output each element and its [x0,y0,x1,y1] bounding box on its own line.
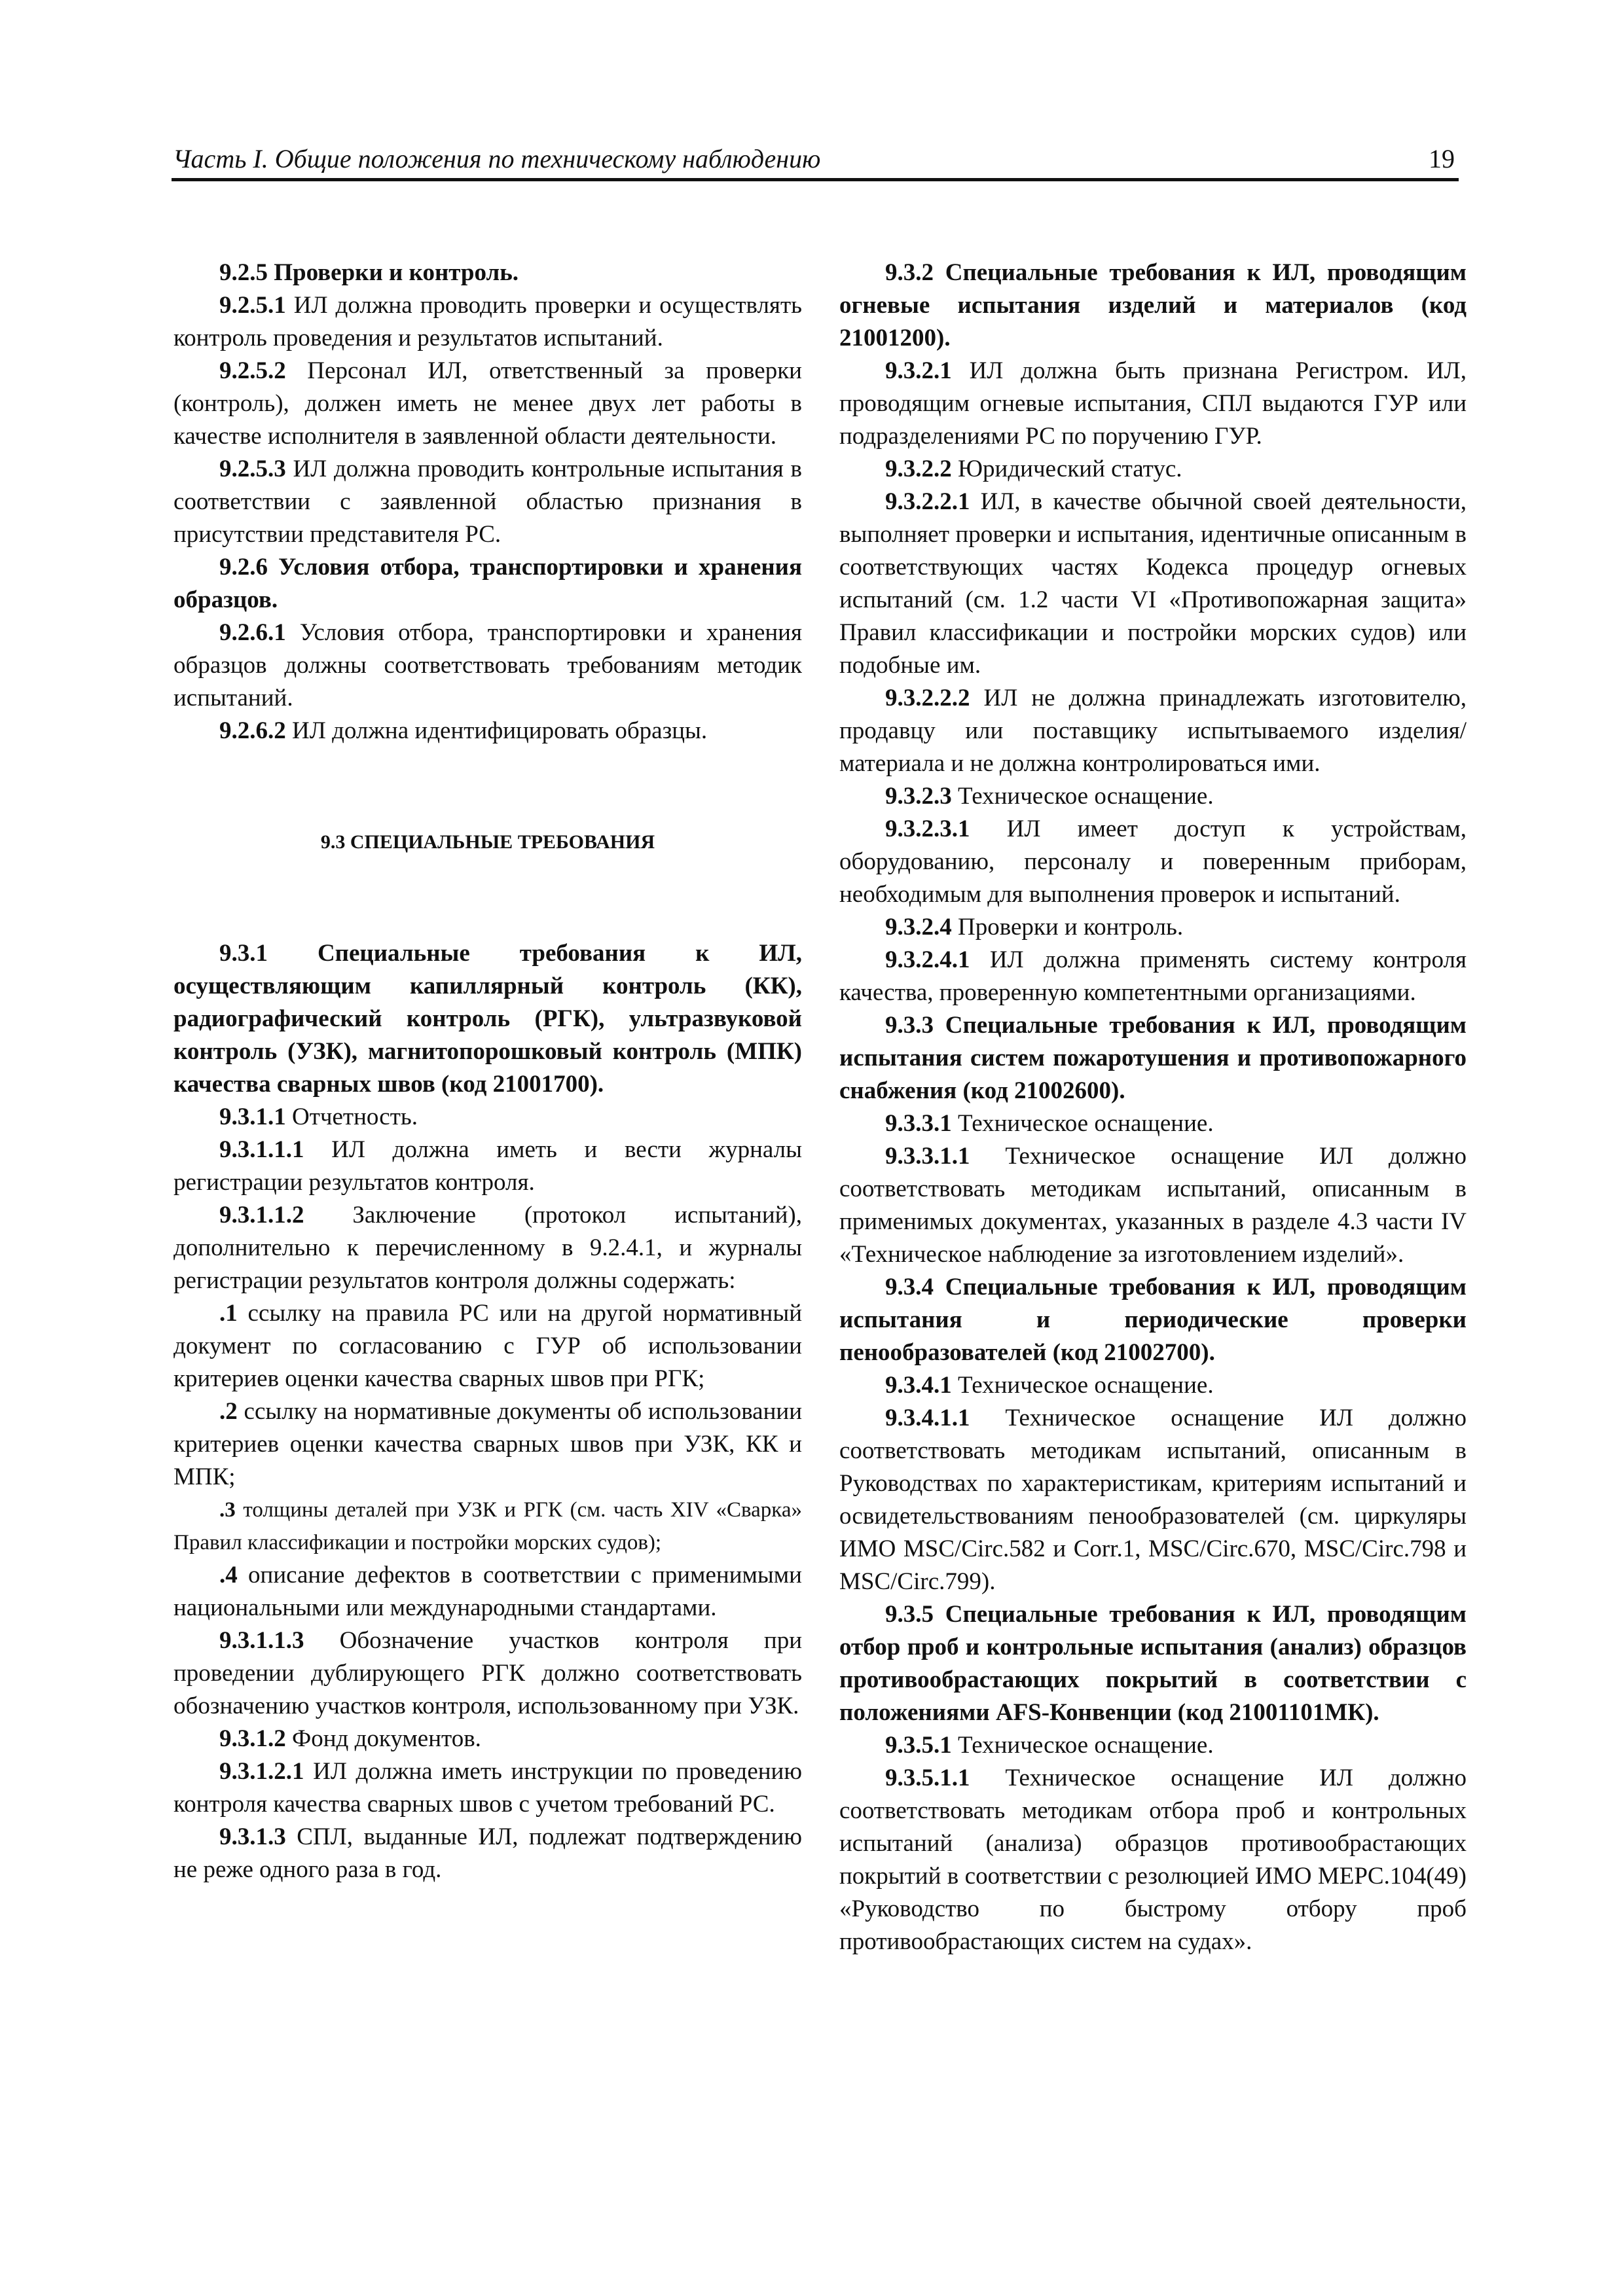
paragraph [839,944,1467,1009]
section-heading: 9.3 СПЕЦИАЛЬНЫЕ ТРЕБОВАНИЯ [320,831,655,853]
paragraph [839,780,1467,813]
paragraph-text: Техническое оснащение. [951,1110,1214,1137]
paragraph [173,617,802,715]
paragraph-text: ИЛ должна применять систему контроля качества, проверенную компетентными организациями. [839,946,1467,1006]
right-column [839,257,1467,1958]
paragraph-number: .4 [219,1562,238,1588]
paragraph-number: 9.2.6.2 [219,717,286,744]
paragraph-number: 9.3.5.1 [885,1732,952,1759]
paragraph-text: Техническое оснащение. [951,1372,1214,1399]
paragraph [173,257,802,289]
paragraph-text: Техническое оснащение. [951,783,1214,810]
paragraph-number: .3 [219,1498,236,1522]
paragraph-number: 9.3.2.2.1 [885,488,970,515]
paragraph-number: 9.3.1.1.3 [219,1627,304,1654]
paragraph [839,355,1467,453]
paragraph [173,453,802,551]
paragraph-text: ИЛ должна идентифицировать образцы. [285,717,708,744]
running-header [172,139,1459,181]
paragraph-number: 9.3.2.4 [885,914,952,941]
paragraph-text: Условия отбора, транспортировки и хранения образцов должны соответствовать требованиям методик испытаний. [173,619,802,711]
paragraph [173,937,802,1101]
list-item [173,1494,802,1559]
paragraph-text: Техническое оснащение ИЛ должно соответствовать методикам испытаний, описанным в применимых документах, указанных в разделе 4.3 части IV «Техническое наблюдение за изготовлением изделий». [839,1143,1467,1268]
paragraph [173,289,802,355]
paragraph [173,1199,802,1297]
paragraph-text: ИЛ должна иметь инструкции по проведению контроля качества сварных швов с учетом требований РС. [173,1758,802,1818]
paragraph-number: 9.3.3 Специальные требования к ИЛ, проводящим испытания систем пожаротушения и противопожарного снабжения (код 21002600). [839,1012,1467,1104]
paragraph [173,1134,802,1199]
paragraph [839,453,1467,486]
paragraph-text: ИЛ имеет доступ к устройствам, оборудованию, персоналу и поверенным приборам, необходимым для выполнения проверок и испытаний. [839,816,1467,908]
paragraph [173,1624,802,1723]
paragraph [173,551,802,617]
paragraph-text: ссылку на правила РС или на другой нормативный документ по согласованию с ГУР об использовании критериев оценки качества сварных швов при РГК; [173,1300,802,1392]
paragraph-text: описание дефектов в соответствии с применимыми национальными или международными стандартами. [173,1562,802,1621]
left-column [173,257,802,1886]
paragraph [839,1402,1467,1598]
paragraph [839,813,1467,911]
paragraph-number: 9.3.3.1.1 [885,1143,970,1170]
paragraph [839,257,1467,355]
paragraph-number: 9.2.5.1 [219,292,286,319]
paragraph-text: Юридический статус. [951,456,1182,482]
paragraph-number: .1 [219,1300,238,1327]
paragraph-text: Техническое оснащение ИЛ должно соответствовать методикам испытаний, описанным в Руководствах по характеристикам, критериям испытаний и освидетельствованиям пенообразователей (см. циркуляры ИМО MSC/Circ.582 и Corr.1, MSC/Circ.670, MSC/Circ.798 и MSC/Circ.799). [839,1405,1467,1595]
list-item [173,1395,802,1494]
paragraph [839,1369,1467,1402]
paragraph [839,1009,1467,1107]
paragraph-text: толщины деталей при УЗК и РГК (см. часть XIV «Сварка» Правил классификации и постройки морских судов); [173,1498,802,1554]
paragraph-number: 9.3.1.2 [219,1725,286,1752]
paragraph-text: Заключение (протокол испытаний), дополнительно к перечисленному в 9.2.4.1, и журналы регистрации результатов контроля должны содержать: [173,1202,802,1294]
paragraph [839,1107,1467,1140]
paragraph-number: 9.3.2.1 [885,357,952,384]
paragraph-number: 9.2.5 Проверки и контроль. [219,259,519,286]
paragraph-number: 9.2.6 Условия отбора, транспортировки и хранения образцов. [173,554,802,613]
paragraph-number: 9.3.2 Специальные требования к ИЛ, проводящим огневые испытания изделий и материалов (код 21001200). [839,259,1467,351]
paragraph-text: Отчетность. [285,1103,418,1130]
paragraph-number: 9.3.1.1 [219,1103,286,1130]
paragraph-text: Техническое оснащение. [951,1732,1214,1759]
paragraph-number: 9.3.1.2.1 [219,1758,304,1785]
paragraph-text: Фонд документов. [285,1725,481,1752]
paragraph-number: 9.3.1.1.1 [219,1136,304,1163]
list-item [173,1559,802,1624]
header-title: Часть I. Общие положения по техническому наблюдению [173,144,821,173]
paragraph-text: Персонал ИЛ, ответственный за проверки (контроль), должен иметь не менее двух лет работы в качестве исполнителя в заявленной области деятельности. [173,357,802,450]
paragraph [839,486,1467,682]
paragraph-text: СПЛ, выданные ИЛ, подлежат подтверждению не реже одного раза в год. [173,1823,802,1883]
paragraph-text: ИЛ должна иметь и вести журналы регистрации результатов контроля. [173,1136,802,1196]
paragraph-number: 9.3.2.4.1 [885,946,970,973]
paragraph [173,1101,802,1134]
paragraph [839,682,1467,780]
paragraph-text: ИЛ, в качестве обычной своей деятельности, выполняет проверки и испытания, идентичные описанным в соответствующих частях Кодекса процедур огневых испытаний (см. 1.2 части VI «Противопожарная защита» Правил классификации и постройки морских судов) или подобные им. [839,488,1467,679]
paragraph-text: Техническое оснащение ИЛ должно соответствовать методикам отбора проб и контрольных испытаний (анализа) образцов противообрастающих покрытий в соответствии с резолюцией ИМО MEPC.104(49) «Руководство по быстрому отбору проб противообрастающих систем на судах». [839,1765,1467,1955]
paragraph-text: ссылку на нормативные документы об использовании критериев оценки качества сварных швов при УЗК, КК и МПК; [173,1398,802,1490]
paragraph-number: 9.3.4 Специальные требования к ИЛ, проводящим испытания и периодические проверки пенообразователей (код 21002700). [839,1274,1467,1366]
paragraph-number: 9.3.2.3 [885,783,952,810]
paragraph-number: 9.3.2.3.1 [885,816,970,842]
paragraph-number: 9.3.4.1.1 [885,1405,970,1431]
paragraph [839,911,1467,944]
paragraph-number: .2 [219,1398,238,1425]
paragraph-text: ИЛ должна проводить проверки и осуществлять контроль проведения и результатов испытаний. [173,292,802,351]
paragraph-number: 9.3.4.1 [885,1372,952,1399]
paragraph-number: 9.3.1 Специальные требования к ИЛ, осуществляющим капиллярный контроль (КК), радиографический контроль (РГК), ультразвуковой контроль (УЗК), магнитопорошковый контроль (МПК) качества сварных швов (код 21001700). [173,940,802,1098]
paragraph-number: 9.2.6.1 [219,619,286,646]
paragraph [173,1755,802,1821]
paragraph-text: ИЛ не должна принадлежать изготовителю, продавцу или поставщику испытываемого изделия/материала и не должна контролироваться ими. [839,685,1467,777]
paragraph-number: 9.3.2.2 [885,456,952,482]
paragraph-number: 9.3.1.1.2 [219,1202,304,1229]
paragraph [173,355,802,453]
paragraph [173,1821,802,1886]
paragraph-text: ИЛ должна быть признана Регистром. ИЛ, проводящим огневые испытания, СПЛ выдаются ГУР или подразделениями РС по поручению ГУР. [839,357,1467,450]
paragraph [839,1762,1467,1958]
paragraph-number: 9.2.5.2 [219,357,286,384]
paragraph-number: 9.2.5.3 [219,456,286,482]
paragraph-number: 9.3.1.3 [219,1823,286,1850]
paragraph [839,1729,1467,1762]
paragraph-number: 9.3.2.2.2 [885,685,970,711]
paragraph-text: Проверки и контроль. [951,914,1184,941]
paragraph [839,1140,1467,1271]
paragraph-text: Обозначение участков контроля при проведении дублирующего РГК должно соответствовать обозначению участков контроля, использованному при УЗК. [173,1627,802,1719]
paragraph-text: ИЛ должна проводить контрольные испытания в соответствии с заявленной областью признания в присутствии представителя РС. [173,456,802,548]
paragraph-number: 9.3.5 Специальные требования к ИЛ, проводящим отбор проб и контрольные испытания (анализ) образцов противообрастающих покрытий в соответствии с положениями AFS-Конвенции (код 21001101МК). [839,1601,1467,1726]
page-number: 19 [1429,144,1455,173]
paragraph-number: 9.3.5.1.1 [885,1765,970,1791]
paragraph [173,715,802,747]
list-item [173,1297,802,1395]
paragraph-number: 9.3.3.1 [885,1110,952,1137]
paragraph [173,1723,802,1755]
paragraph [839,1598,1467,1729]
paragraph [839,1271,1467,1369]
